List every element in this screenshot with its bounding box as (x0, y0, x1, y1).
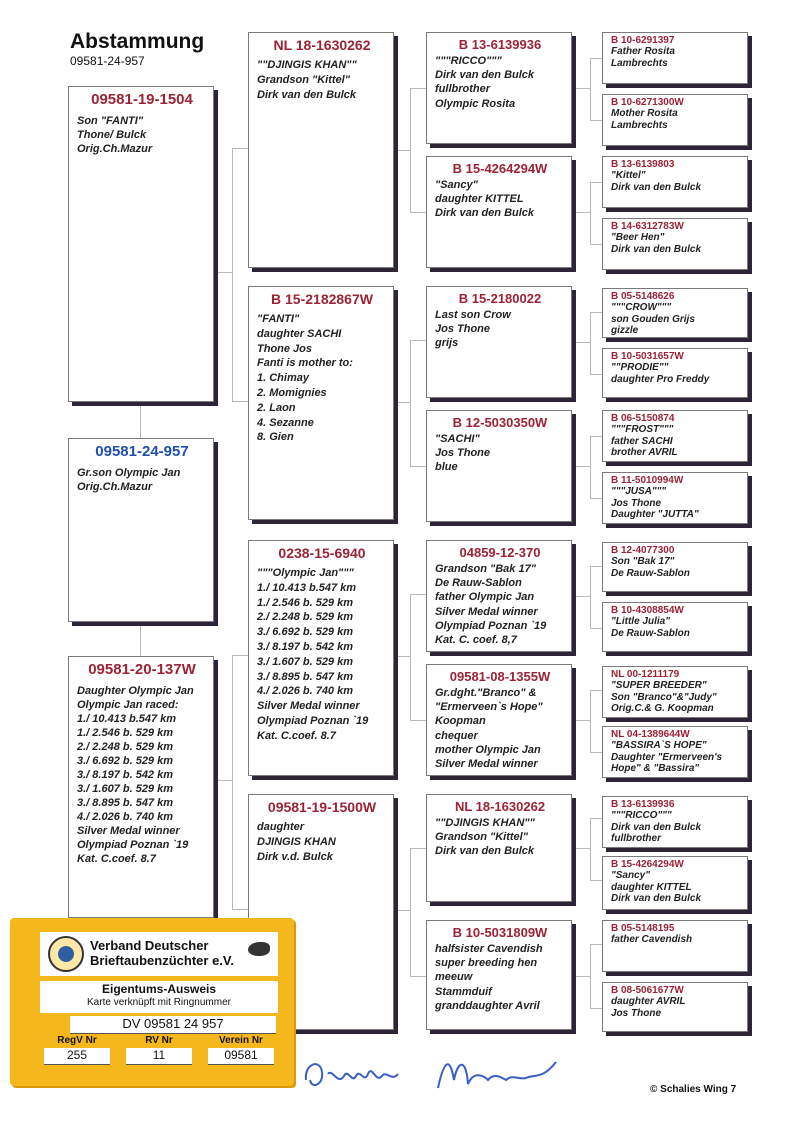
page-title: Abstammung (70, 30, 205, 53)
connector-line (232, 401, 248, 402)
ring-number: 09581-24-957 (95, 443, 189, 460)
connector-line (590, 566, 591, 628)
connector-line (140, 622, 141, 656)
connector-line (590, 436, 591, 498)
pedigree-gen4 (602, 542, 748, 592)
connector-line (572, 848, 590, 849)
connector-line (590, 566, 602, 567)
pedigree-gen3 (426, 664, 572, 776)
connector-line (590, 944, 591, 1008)
connector-line (572, 466, 590, 467)
connector-line (572, 88, 590, 89)
ring-number: B 12-5030350W (452, 415, 548, 430)
pedigree-gen4 (602, 156, 748, 208)
pigeon-notes: "SACHI" Jos Thone blue (435, 433, 491, 474)
pigeon-notes: Grandson "Bak 17" De Rauw-Sablon father Olympic Jan Silver Medal winner Olympiad Poznan `19 Kat. C. coef. 8,7 (435, 563, 547, 647)
connector-line (232, 148, 248, 149)
connector-line (590, 120, 602, 121)
pedigree-gen3 (426, 794, 572, 902)
pedigree-grandsire-paternal (248, 32, 394, 268)
ring-number: B 05-5148626 (611, 291, 675, 302)
ring-number: B 08-5061677W (611, 985, 684, 996)
connector-line (590, 690, 602, 691)
pigeon-notes: "FANTI" daughter SACHI Thone Jos Fanti is mother to: 1. Chimay 2. Momignies 2. Laon 4. Sezanne 8. Gien (257, 313, 353, 444)
connector-line (590, 312, 602, 313)
ring-number: B 15-2182867W (271, 291, 373, 307)
connector-line (394, 910, 410, 911)
pigeon-notes: Gr.son Olympic Jan Orig.Ch.Mazur (77, 467, 181, 493)
ring-number: B 12-4077300 (611, 545, 675, 556)
connector-line (590, 182, 591, 244)
pedigree-gen4 (602, 410, 748, 462)
connector-line (232, 655, 248, 656)
connector-line (572, 720, 590, 721)
regv-label: RegV Nr (57, 1035, 97, 1046)
ring-number: 09581-19-1504 (91, 91, 193, 108)
connector-line (572, 342, 590, 343)
pigeon-notes: "Beer Hen" Dirk van den Bulck (611, 232, 702, 255)
pigeon-notes: Mother Rosita Lambrechts (611, 108, 678, 131)
association-logo-icon (48, 936, 84, 972)
pedigree-grandsire-maternal (248, 540, 394, 776)
pigeon-notes: ""DJINGIS KHAN"" Grandson "Kittel" Dirk van den Bulck (257, 59, 357, 101)
pedigree-gen4 (602, 982, 748, 1032)
connector-line (590, 628, 602, 629)
pigeon-notes: """CROW""" son Gouden Grijs gizzle (611, 302, 695, 337)
pedigree-gen3 (426, 920, 572, 1030)
pedigree-gen4 (602, 856, 748, 910)
ring-number: B 13-6139936 (458, 37, 542, 52)
card-title: Eigentums-Ausweis (101, 982, 217, 996)
card-subtitle: Karte verknüpft mit Ringnummer (87, 997, 231, 1008)
connector-line (232, 909, 248, 910)
pedigree-gen4 (602, 666, 748, 718)
connector-line (572, 976, 590, 977)
pigeon-notes: Father Rosita Lambrechts (611, 46, 675, 69)
connector-line (590, 818, 591, 880)
connector-line (410, 594, 411, 720)
ring-number: 09581-20-137W (88, 661, 196, 678)
connector-line (590, 182, 602, 183)
ring-number: NL 18-1630262 (454, 799, 546, 814)
pigeon-notes: Son "FANTI" Thone/ Bulck Orig.Ch.Mazur (77, 115, 153, 155)
ring-number: B 15-2180022 (458, 291, 542, 306)
connector-line (394, 402, 410, 403)
pedigree-gen4 (602, 472, 748, 524)
card-title-block (40, 981, 278, 1013)
pigeon-notes: Gr.dght."Branco" & "Ermerveen`s Hope" Koopman chequer mother Olympic Jan Silver Medal winner (435, 687, 543, 771)
connector-line (410, 594, 426, 595)
pedigree-gen3 (426, 156, 572, 268)
ring-number: NL 18-1630262 (273, 37, 371, 53)
ring-number: 04859-12-370 (459, 545, 541, 560)
connector-line (590, 944, 602, 945)
regv-value: 255 (44, 1048, 110, 1065)
connector-line (410, 720, 426, 721)
ring-number: B 06-5150874 (611, 413, 675, 424)
pigeon-notes: "Kittel" Dirk van den Bulck (611, 170, 702, 193)
pigeon-notes: """RICCO""" Dirk van den Bulck fullbrother Olympic Rosita (435, 55, 535, 110)
rv-label: RV Nr (145, 1035, 173, 1046)
connector-line (394, 150, 410, 151)
pedigree-sire (68, 86, 214, 402)
rv-field (126, 1035, 192, 1065)
pigeon-notes: Last son Crow Jos Thone grijs (435, 309, 511, 350)
ring-number: B 10-5031809W (452, 925, 548, 940)
pedigree-gen4 (602, 218, 748, 270)
copyright-note: © Schalies Wing 7 (650, 1084, 737, 1095)
pedigree-gen3 (426, 540, 572, 652)
connector-line (590, 58, 591, 120)
ring-number: B 10-6291397 (611, 35, 675, 46)
card-header (40, 932, 278, 976)
pedigree-gen4 (602, 796, 748, 848)
pedigree-gen4 (602, 94, 748, 146)
verein-value: 09581 (208, 1048, 274, 1065)
ring-number: B 10-5031657W (611, 351, 684, 362)
connector-line (214, 272, 232, 273)
pigeon-notes: "SUPER BREEDER" Son "Branco"&"Judy" Orig.C.& G. Koopman (611, 680, 717, 715)
handwritten-signature (298, 1050, 568, 1100)
pigeon-notes: father Cavendish (611, 934, 693, 945)
pedigree-gen4 (602, 726, 748, 778)
pigeon-notes: """RICCO""" Dirk van den Bulck fullbrother (611, 810, 702, 845)
connector-line (214, 780, 232, 781)
connector-line (232, 148, 233, 401)
connector-line (590, 58, 602, 59)
pigeon-notes: daughter DJINGIS KHAN Dirk v.d. Bulck (257, 821, 336, 863)
rv-value: 11 (126, 1048, 192, 1065)
pedigree-granddam-paternal (248, 286, 394, 520)
card-ring-number: DV 09581 24 957 (70, 1016, 276, 1034)
connector-line (232, 655, 233, 909)
pigeon-notes: """JUSA""" Jos Thone Daughter "JUTTA" (611, 486, 699, 521)
connector-line (590, 880, 602, 881)
connector-line (410, 340, 426, 341)
connector-line (590, 436, 602, 437)
pigeon-notes: daughter AVRIL Jos Thone (611, 996, 686, 1019)
pigeon-notes: """FROST""" father SACHI brother AVRIL (611, 424, 678, 459)
ownership-card (10, 918, 294, 1086)
ring-number: B 15-4264294W (452, 161, 548, 176)
connector-line (410, 88, 411, 212)
pigeon-notes: "Little Julia" De Rauw-Sablon (611, 616, 690, 639)
ring-number: B 13-6139936 (611, 799, 675, 810)
connector-line (590, 244, 602, 245)
pedigree-subject (68, 438, 214, 622)
ring-number: B 14-6312783W (611, 221, 684, 232)
pedigree-dam (68, 656, 214, 918)
pigeon-notes: ""PRODIE"" daughter Pro Freddy (611, 362, 710, 385)
ring-number: B 15-4264294W (611, 859, 684, 870)
connector-line (410, 848, 426, 849)
card-organization: Verband Deutscher Brieftaubenzüchter e.V. (90, 938, 235, 968)
connector-line (572, 212, 590, 213)
connector-line (410, 212, 426, 213)
ring-number: NL 00-1211179 (611, 669, 680, 680)
connector-line (410, 848, 411, 976)
pigeon-icon (248, 942, 270, 956)
ring-number: B 10-6271300W (611, 97, 684, 108)
connector-line (590, 1008, 602, 1009)
connector-line (590, 498, 602, 499)
pigeon-notes: halfsister Cavendish super breeding hen meeuw Stammduif granddaughter Avril (435, 943, 543, 1012)
connector-line (410, 340, 411, 466)
ring-number: B 11-5010994W (611, 475, 684, 486)
connector-line (590, 312, 591, 374)
pedigree-gen4 (602, 920, 748, 972)
connector-line (410, 976, 426, 977)
connector-line (140, 402, 141, 438)
verein-field (208, 1035, 274, 1065)
ring-number: 0238-15-6940 (278, 545, 366, 561)
connector-line (590, 752, 602, 753)
page-subtitle: 09581-24-957 (70, 54, 145, 68)
connector-line (590, 690, 591, 752)
connector-line (394, 656, 410, 657)
ring-number: B 13-6139803 (611, 159, 675, 170)
connector-line (590, 818, 602, 819)
ring-number: NL 04-1389644W (611, 729, 690, 740)
pigeon-notes: Daughter Olympic Jan Olympic Jan raced: 1./ 10.413 b.547 km 1./ 2.546 b. 529 km 2./ 2.248 b. 529 km 3./ 6.692 b. 529 km 3./ 8.197 b. 542 km 3./ 1.607 b. 529 km 3./ 8.895 b. 547 km 4./ 2.026 b. 740 km Silver Medal winner Olympiad Poznan `19 Kat. C.coef. 8.7 (77, 685, 194, 865)
pigeon-notes: """Olympic Jan""" 1./ 10.413 b.547 km 1./ 2.546 b. 529 km 2./ 2.248 b. 529 km 3./ 6.692 b. 529 km 3./ 8.197 b. 542 km 3./ 1.607 b. 529 km 3./ 8.895 b. 547 km 4./ 2.026 b. 740 km Silver Medal winner Olympiad Poznan `19 Kat. C.coef. 8.7 (257, 567, 369, 742)
pedigree-gen3 (426, 286, 572, 398)
pedigree-gen4 (602, 348, 748, 398)
pigeon-notes: "Sancy" daughter KITTEL Dirk van den Bulck (611, 870, 702, 905)
verein-label: Verein Nr (219, 1035, 263, 1046)
pigeon-notes: "Sancy" daughter KITTEL Dirk van den Bulck (435, 179, 535, 220)
pigeon-notes: ""DJINGIS KHAN"" Grandson "Kittel" Dirk van den Bulck (435, 817, 535, 858)
connector-line (410, 88, 426, 89)
pedigree-gen3 (426, 410, 572, 522)
pedigree-gen4 (602, 32, 748, 84)
connector-line (410, 466, 426, 467)
connector-line (590, 374, 602, 375)
ring-number: 09581-19-1500W (267, 799, 377, 815)
ring-number: B 05-5148195 (611, 923, 675, 934)
pedigree-gen4 (602, 602, 748, 652)
pigeon-notes: Son "Bak 17" De Rauw-Sablon (611, 556, 690, 579)
ring-number: B 10-4308854W (611, 605, 684, 616)
regv-field (44, 1035, 110, 1065)
ring-number: 09581-08-1355W (449, 669, 551, 684)
pigeon-notes: "BASSIRA`S HOPE" Daughter "Ermerveen's Hope" & "Bassira" (611, 740, 723, 775)
pedigree-gen3 (426, 32, 572, 144)
connector-line (572, 596, 590, 597)
pedigree-gen4 (602, 288, 748, 338)
